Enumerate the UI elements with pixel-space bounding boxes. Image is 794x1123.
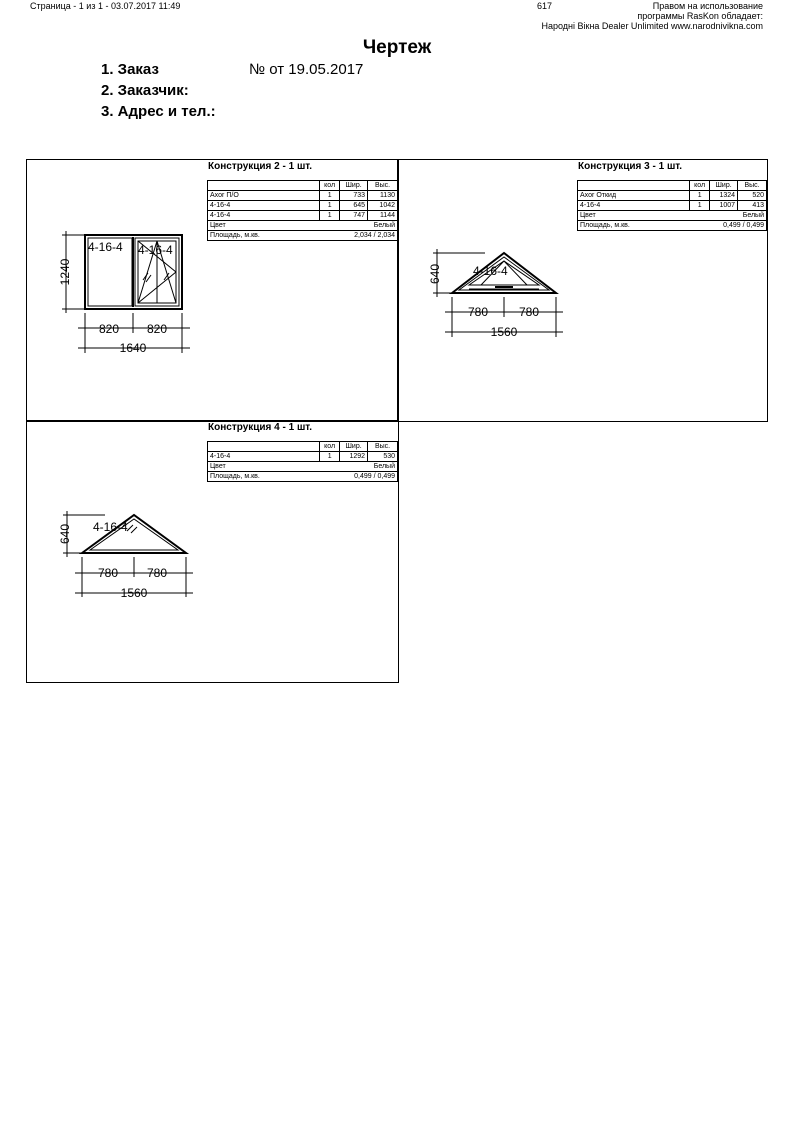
- row-width: 733: [340, 191, 368, 201]
- dim-height: 640: [428, 263, 442, 285]
- color-value: Белый: [340, 462, 398, 472]
- dim-width-left: 820: [98, 322, 120, 336]
- spec-table: [577, 180, 767, 231]
- row-height: 1144: [368, 211, 398, 221]
- table-header-row: [208, 181, 398, 191]
- row-height: 1042: [368, 201, 398, 211]
- table-row: [208, 191, 398, 201]
- order-number: № от 19.05.2017: [249, 61, 364, 78]
- table-row: [578, 201, 767, 211]
- dim-height: 640: [58, 523, 72, 545]
- table-row: [208, 211, 398, 221]
- license-info: [541, 1, 763, 31]
- row-qty: 1: [320, 201, 340, 211]
- header-height: Выс.: [368, 442, 398, 452]
- glass-label-right: 4-16-4: [138, 243, 173, 257]
- color-row: [578, 211, 767, 221]
- color-value: Белый: [340, 221, 398, 231]
- row-name: Axor Откид: [578, 191, 690, 201]
- row-name: 4-16-4: [208, 452, 320, 462]
- area-label: Площадь, м.кв.: [208, 231, 340, 241]
- spec-table: [207, 180, 398, 241]
- row-qty: 1: [690, 201, 710, 211]
- spec-table: [207, 441, 398, 482]
- row-height: 1130: [368, 191, 398, 201]
- dim-width-total: 1640: [119, 341, 147, 355]
- header-height: Выс.: [368, 181, 398, 191]
- row-height: 520: [738, 191, 767, 201]
- row-name: 4-16-4: [208, 211, 320, 221]
- header-qty: кол: [690, 181, 710, 191]
- table-header-row: [208, 442, 398, 452]
- license-line-3: Народні Вікна Dealer Unlimited www.narodnivikna.com: [541, 21, 763, 31]
- row-width: 645: [340, 201, 368, 211]
- table-header-row: [578, 181, 767, 191]
- glass-label: 4-16-4: [93, 520, 128, 534]
- color-row: [208, 462, 398, 472]
- window-drawing-4: [55, 507, 195, 607]
- glass-label: 4-16-4: [473, 264, 508, 278]
- header-name: [208, 442, 320, 452]
- color-label: Цвет: [208, 462, 340, 472]
- area-label: Площадь, м.кв.: [578, 221, 710, 231]
- header-width: Шир.: [340, 181, 368, 191]
- area-value: 0,499 / 0,499: [710, 221, 767, 231]
- dim-width-left: 780: [97, 566, 119, 580]
- row-name: 4-16-4: [208, 201, 320, 211]
- header-qty: кол: [320, 442, 340, 452]
- address-label: 3. Адрес и тел.:: [101, 103, 216, 120]
- row-name: 4-16-4: [578, 201, 690, 211]
- row-qty: 1: [320, 191, 340, 201]
- dim-width-total: 1560: [120, 586, 148, 600]
- license-line-1: Правом на использование: [652, 1, 763, 11]
- glass-label-left: 4-16-4: [88, 240, 123, 254]
- header-width: Шир.: [710, 181, 738, 191]
- row-width: 1324: [710, 191, 738, 201]
- license-line-2: программы RasKon обладает:: [637, 11, 763, 21]
- order-label: 1. Заказ: [101, 61, 159, 78]
- dim-width-right: 820: [146, 322, 168, 336]
- row-width: 1007: [710, 201, 738, 211]
- header-name: [578, 181, 690, 191]
- area-row: [208, 472, 398, 482]
- row-qty: 1: [320, 211, 340, 221]
- window-drawing-2: [50, 225, 200, 360]
- area-row: [578, 221, 767, 231]
- dim-width-left: 780: [467, 305, 489, 319]
- area-label: Площадь, м.кв.: [208, 472, 340, 482]
- row-name: Axor П/О: [208, 191, 320, 201]
- header-qty: кол: [320, 181, 340, 191]
- area-value: 2,034 / 2,034: [340, 231, 398, 241]
- header-width: Шир.: [340, 442, 368, 452]
- document-title: Чертеж: [362, 37, 432, 58]
- row-height: 530: [368, 452, 398, 462]
- row-qty: 1: [320, 452, 340, 462]
- window-drawing-3: [425, 245, 565, 345]
- color-label: Цвет: [578, 211, 710, 221]
- row-width: 1292: [340, 452, 368, 462]
- table-row: [208, 201, 398, 211]
- construction-title: Конструкция 4 - 1 шт.: [208, 422, 313, 433]
- area-row: [208, 231, 398, 241]
- row-height: 413: [738, 201, 767, 211]
- color-row: [208, 221, 398, 231]
- page-info: Страница - 1 из 1 - 03.07.2017 11:49: [30, 1, 181, 11]
- color-label: Цвет: [208, 221, 340, 231]
- table-row: [578, 191, 767, 201]
- row-qty: 1: [690, 191, 710, 201]
- table-row: [208, 452, 398, 462]
- construction-title: Конструкция 2 - 1 шт.: [208, 161, 313, 172]
- dim-width-right: 780: [518, 305, 540, 319]
- dim-height: 1240: [58, 258, 72, 286]
- header-name: [208, 181, 320, 191]
- dim-width-total: 1560: [490, 325, 518, 339]
- row-width: 747: [340, 211, 368, 221]
- header-height: Выс.: [738, 181, 767, 191]
- document-number: 617: [537, 1, 553, 11]
- customer-label: 2. Заказчик:: [101, 82, 189, 99]
- area-value: 0,499 / 0,499: [340, 472, 398, 482]
- dim-width-right: 780: [146, 566, 168, 580]
- construction-title: Конструкция 3 - 1 шт.: [578, 161, 683, 172]
- color-value: Белый: [710, 211, 767, 221]
